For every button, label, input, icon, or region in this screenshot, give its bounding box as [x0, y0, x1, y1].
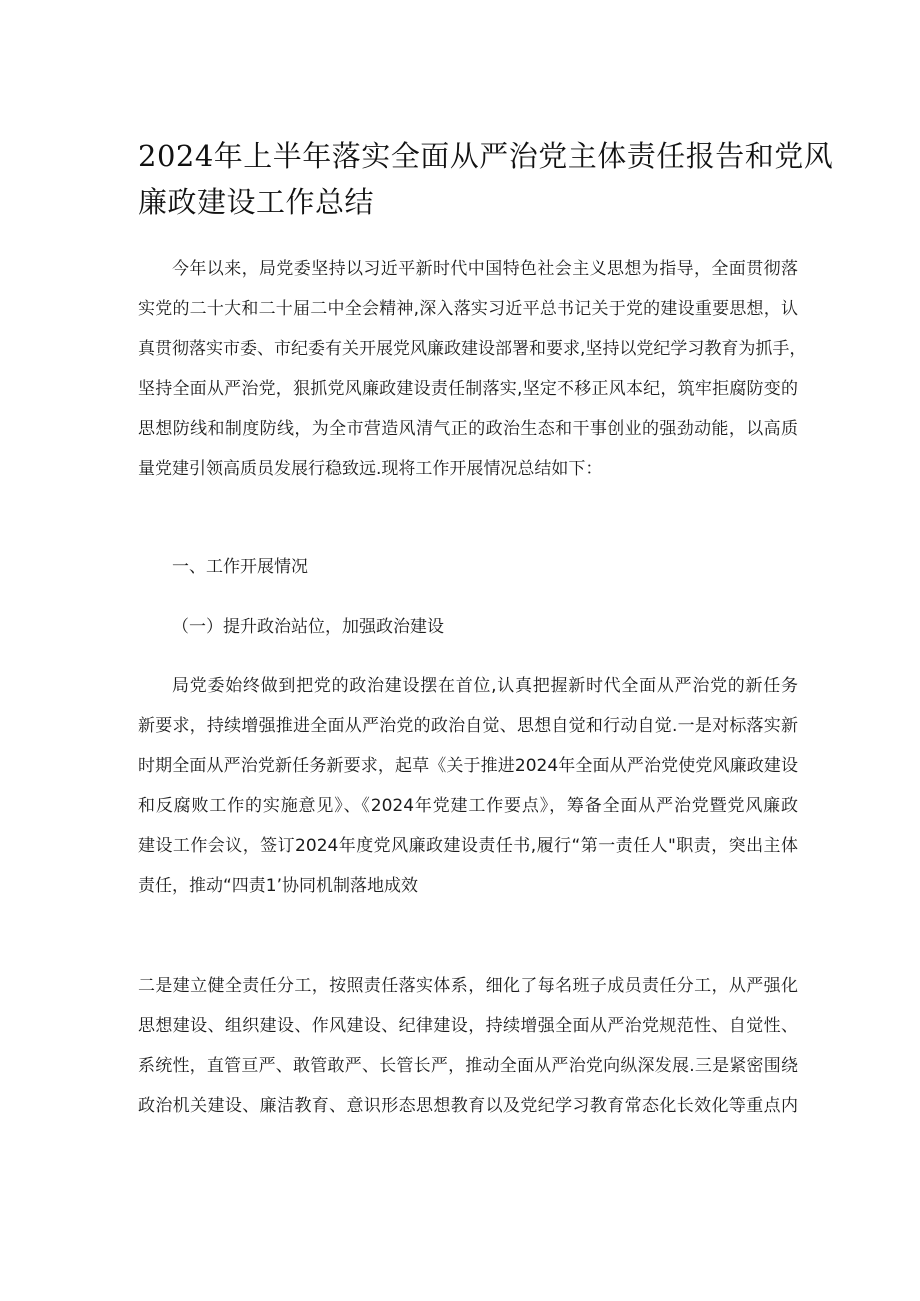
section-heading: 一、工作开展情况 — [172, 557, 308, 577]
paragraph-line: 建设工作会议，签订2024年度党风廉政建设责任书,履行“第一责任人"职责，突出主体 — [138, 836, 798, 856]
paragraph-line: 思想建设、组织建设、作风建设、纪律建设，持续增强全面从严治党规范性、自觉性、 — [138, 1016, 798, 1036]
paragraph-line: 系统性，直管亘严、敢管敢严、长管长严，推动全面从严治党向纵深发展.三是紧密围绕 — [138, 1056, 798, 1076]
body-paragraph — [138, 966, 798, 1126]
paragraph-line: 局党委始终做到把党的政治建设摆在首位,认真把握新时代全面从严治党的新任务 — [172, 676, 798, 696]
title-line: 2024年上半年落实全面从严治党主体责任报告和党风 — [138, 139, 834, 173]
body-paragraph — [138, 666, 798, 906]
paragraph-line: 和反腐败工作的实施意见》、《2024年党建工作要点》，筹备全面从严治党暨党风廉政 — [138, 796, 798, 816]
paragraph-line: 责任，推动“四责1’协同机制落地成效 — [138, 876, 419, 896]
paragraph-line: 实党的二十大和二十届二中全会精神,深入落实习近平总书记关于党的建设重要思想，认 — [138, 299, 798, 319]
paragraph-line: 今年以来，局党委坚持以习近平新时代中国特色社会主义思想为指导，全面贯彻落 — [172, 259, 798, 279]
subsection-heading: （一）提升政治站位，加强政治建设 — [172, 617, 444, 637]
paragraph-line: 思想防线和制度防线，为全市营造风清气正的政治生态和干事创业的强劲动能，以高质 — [138, 419, 798, 439]
document-title — [138, 133, 834, 225]
paragraph-line: 量党建引领高质员发展行稳致远.现将工作开展情况总结如下： — [138, 459, 603, 479]
paragraph-line: 真贯彻落实市委、市纪委有关开展党风廉政建设部署和要求,坚持以党纪学习教育为抓手， — [138, 339, 807, 359]
paragraph-line: 时期全面从严治党新任务新要求，起草《关于推进2024年全面从严治党使党风廉政建设 — [138, 756, 798, 776]
paragraph-line: 二是建立健全责任分工，按照责任落实体系，细化了每名班子成员责任分工，从严强化 — [138, 976, 798, 996]
title-line: 廉政建设工作总结 — [138, 185, 375, 219]
paragraph-line: 坚持全面从严治党，狠抓党风廉政建设责任制落实,坚定不移正风本纪，筑牢拒腐防变的 — [138, 379, 798, 399]
intro-paragraph — [138, 249, 807, 489]
paragraph-line: 政治机关建设、廉洁教育、意识形态思想教育以及党纪学习教育常态化长效化等重点内 — [138, 1096, 798, 1116]
paragraph-line: 新要求，持续增强推进全面从严治党的政治自觉、思想自觉和行动自觉.一是对标落实新 — [138, 716, 798, 736]
